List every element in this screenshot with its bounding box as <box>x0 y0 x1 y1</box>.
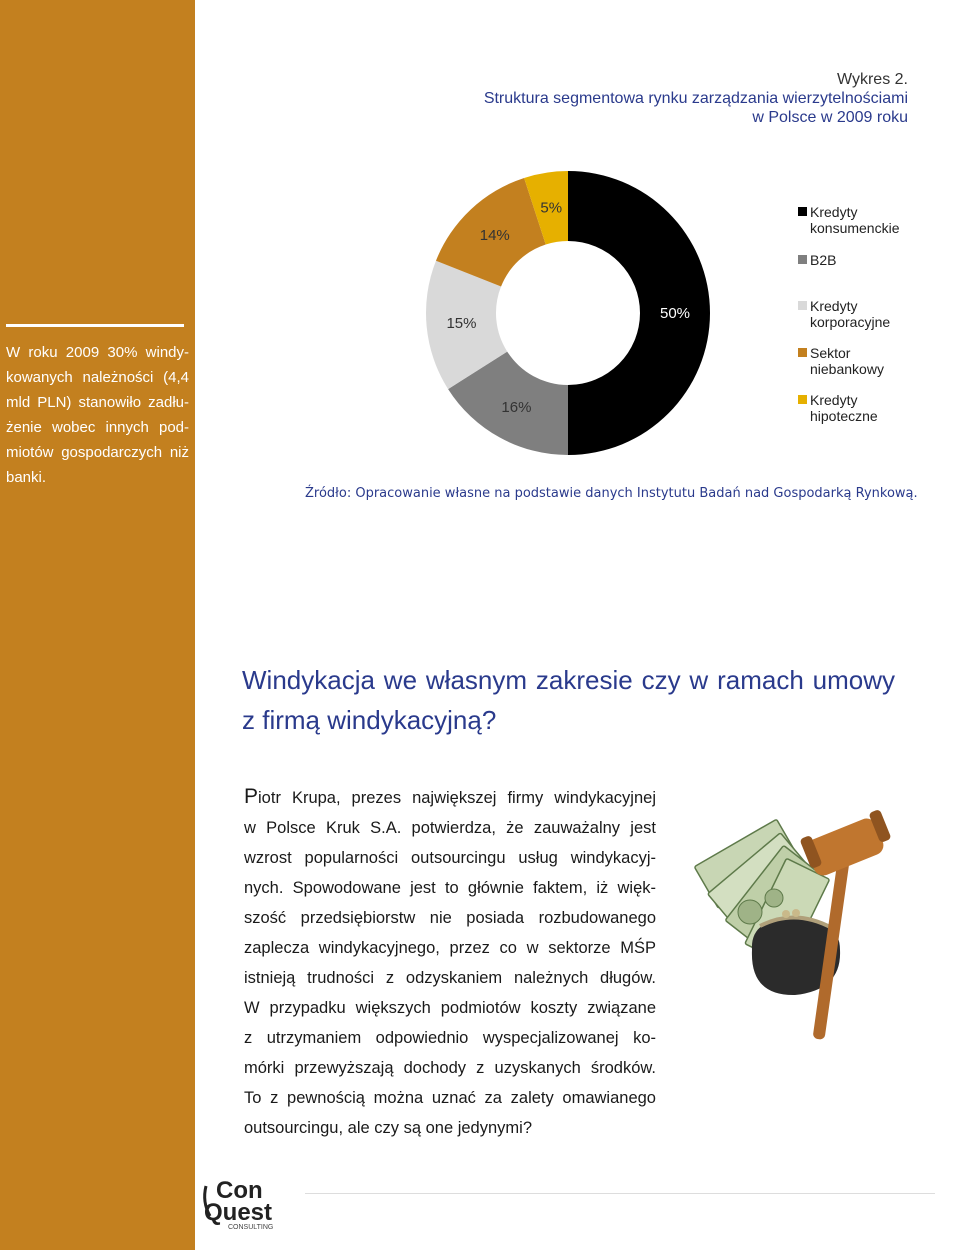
section-title-line-1: Windykacja we własnym zakresie czy w ramach umowy <box>242 665 895 695</box>
legend-label-line: konsumenckie <box>810 220 900 236</box>
legend-label-line: niebankowy <box>810 361 884 377</box>
logo-text-quest: Quest <box>204 1199 273 1226</box>
article-line: w Polsce Kruk S.A. potwierdza, że zauważalny jest <box>244 819 656 837</box>
article-line: wzrost popularności outsourcingu usług windykacyj- <box>244 849 656 867</box>
section-title-line-2: z firmą windykacyjną? <box>242 705 497 735</box>
section-title <box>242 660 895 740</box>
legend-label-line: hipoteczne <box>810 408 878 424</box>
sidebar-line: W roku 2009 30% windy- <box>6 344 189 361</box>
legend-swatch <box>798 255 807 264</box>
article-line: W przypadku większych podmiotów koszty związane <box>244 999 656 1017</box>
chart-header <box>484 70 908 127</box>
chart-caption: Wykres 2. <box>837 71 908 88</box>
article-line-text: iotr Krupa, prezes największej firmy windykacyjnej <box>258 789 656 807</box>
conquest-logo <box>198 1172 318 1232</box>
sidebar-line: mld PLN) stanowiło zadłu- <box>6 394 189 411</box>
donut-chart <box>400 160 740 480</box>
article-line: istnieją trudności z odzyskaniem należnych długów. <box>244 969 656 987</box>
legend-label-line: korporacyjne <box>810 314 891 330</box>
chart-title-line-1: Struktura segmentowa rynku zarządzania wierzytelnościami <box>483 90 908 107</box>
article-line: nych. Spowodowane jest to głównie faktem, iż więk- <box>244 879 656 897</box>
gavel-money-purse-illustration <box>690 800 910 1050</box>
legend-item-kredyty-hipoteczne <box>798 392 878 424</box>
legend-swatch <box>798 207 807 216</box>
sidebar-line: banki. <box>6 469 47 486</box>
logo-text-consulting: CONSULTING <box>228 1224 274 1231</box>
legend-label <box>810 298 890 330</box>
sidebar <box>0 0 195 1250</box>
legend-item-sektor-niebankowy <box>798 345 884 377</box>
legend-label: B2B <box>810 252 837 268</box>
legend-item-b2b <box>798 252 836 268</box>
legend-label-line: Sektor <box>810 345 851 361</box>
legend-label <box>810 392 878 424</box>
donut-slice-label: 5% <box>540 199 563 217</box>
article-line: z utrzymaniem odpowiednio wyspecjalizowanej ko- <box>244 1029 656 1047</box>
donut-slice-label: 16% <box>501 398 532 416</box>
donut-slice-label: 50% <box>659 305 691 322</box>
footer-divider <box>305 1193 935 1194</box>
legend-item-kredyty-konsumenckie <box>798 204 900 236</box>
sidebar-line: kowanych należności (4,4 <box>6 369 189 386</box>
legend-item-kredyty-korporacyjne <box>798 298 890 330</box>
donut-slice-label: 14% <box>479 227 510 245</box>
chart-title-line-2: w Polsce w 2009 roku <box>752 109 908 126</box>
sidebar-line: żenie wobec innych pod- <box>6 419 189 436</box>
article-line: szość przedsiębiorstw nie posiada rozbudowanego <box>244 909 656 927</box>
legend-label-line: Kredyty <box>810 298 858 314</box>
drop-cap: P <box>244 785 259 808</box>
legend-label <box>810 204 900 236</box>
article-body <box>244 782 656 1143</box>
donut-slice-label: 15% <box>446 315 477 333</box>
legend-swatch <box>798 348 807 357</box>
sidebar-line: miotów gospodarczych niż <box>6 444 189 461</box>
legend-label-line: Kredyty <box>810 204 858 220</box>
article-line: zaplecza windykacyjnego, przez co w sektorze MŚP <box>244 939 656 957</box>
article-line: To z pewnością można uznać za zalety omawianego <box>244 1089 656 1107</box>
legend-label <box>810 345 884 377</box>
legend-swatch <box>798 395 807 404</box>
legend-label-line: Kredyty <box>810 392 858 408</box>
legend-swatch <box>798 301 807 310</box>
chart-source: Źródło: Opracowanie własne na podstawie danych Instytutu Badań nad Gospodarką Rynkową. <box>305 486 918 501</box>
logo-text-con: Con <box>216 1177 263 1204</box>
sidebar-divider <box>6 324 184 327</box>
article-line: mórki przewyższają dochody z uzyskanych środków. <box>244 1059 656 1077</box>
sidebar-pullquote <box>6 340 189 490</box>
article-first-line <box>244 782 656 813</box>
article-line: outsourcingu, ale czy są one jedynymi? <box>244 1119 532 1137</box>
